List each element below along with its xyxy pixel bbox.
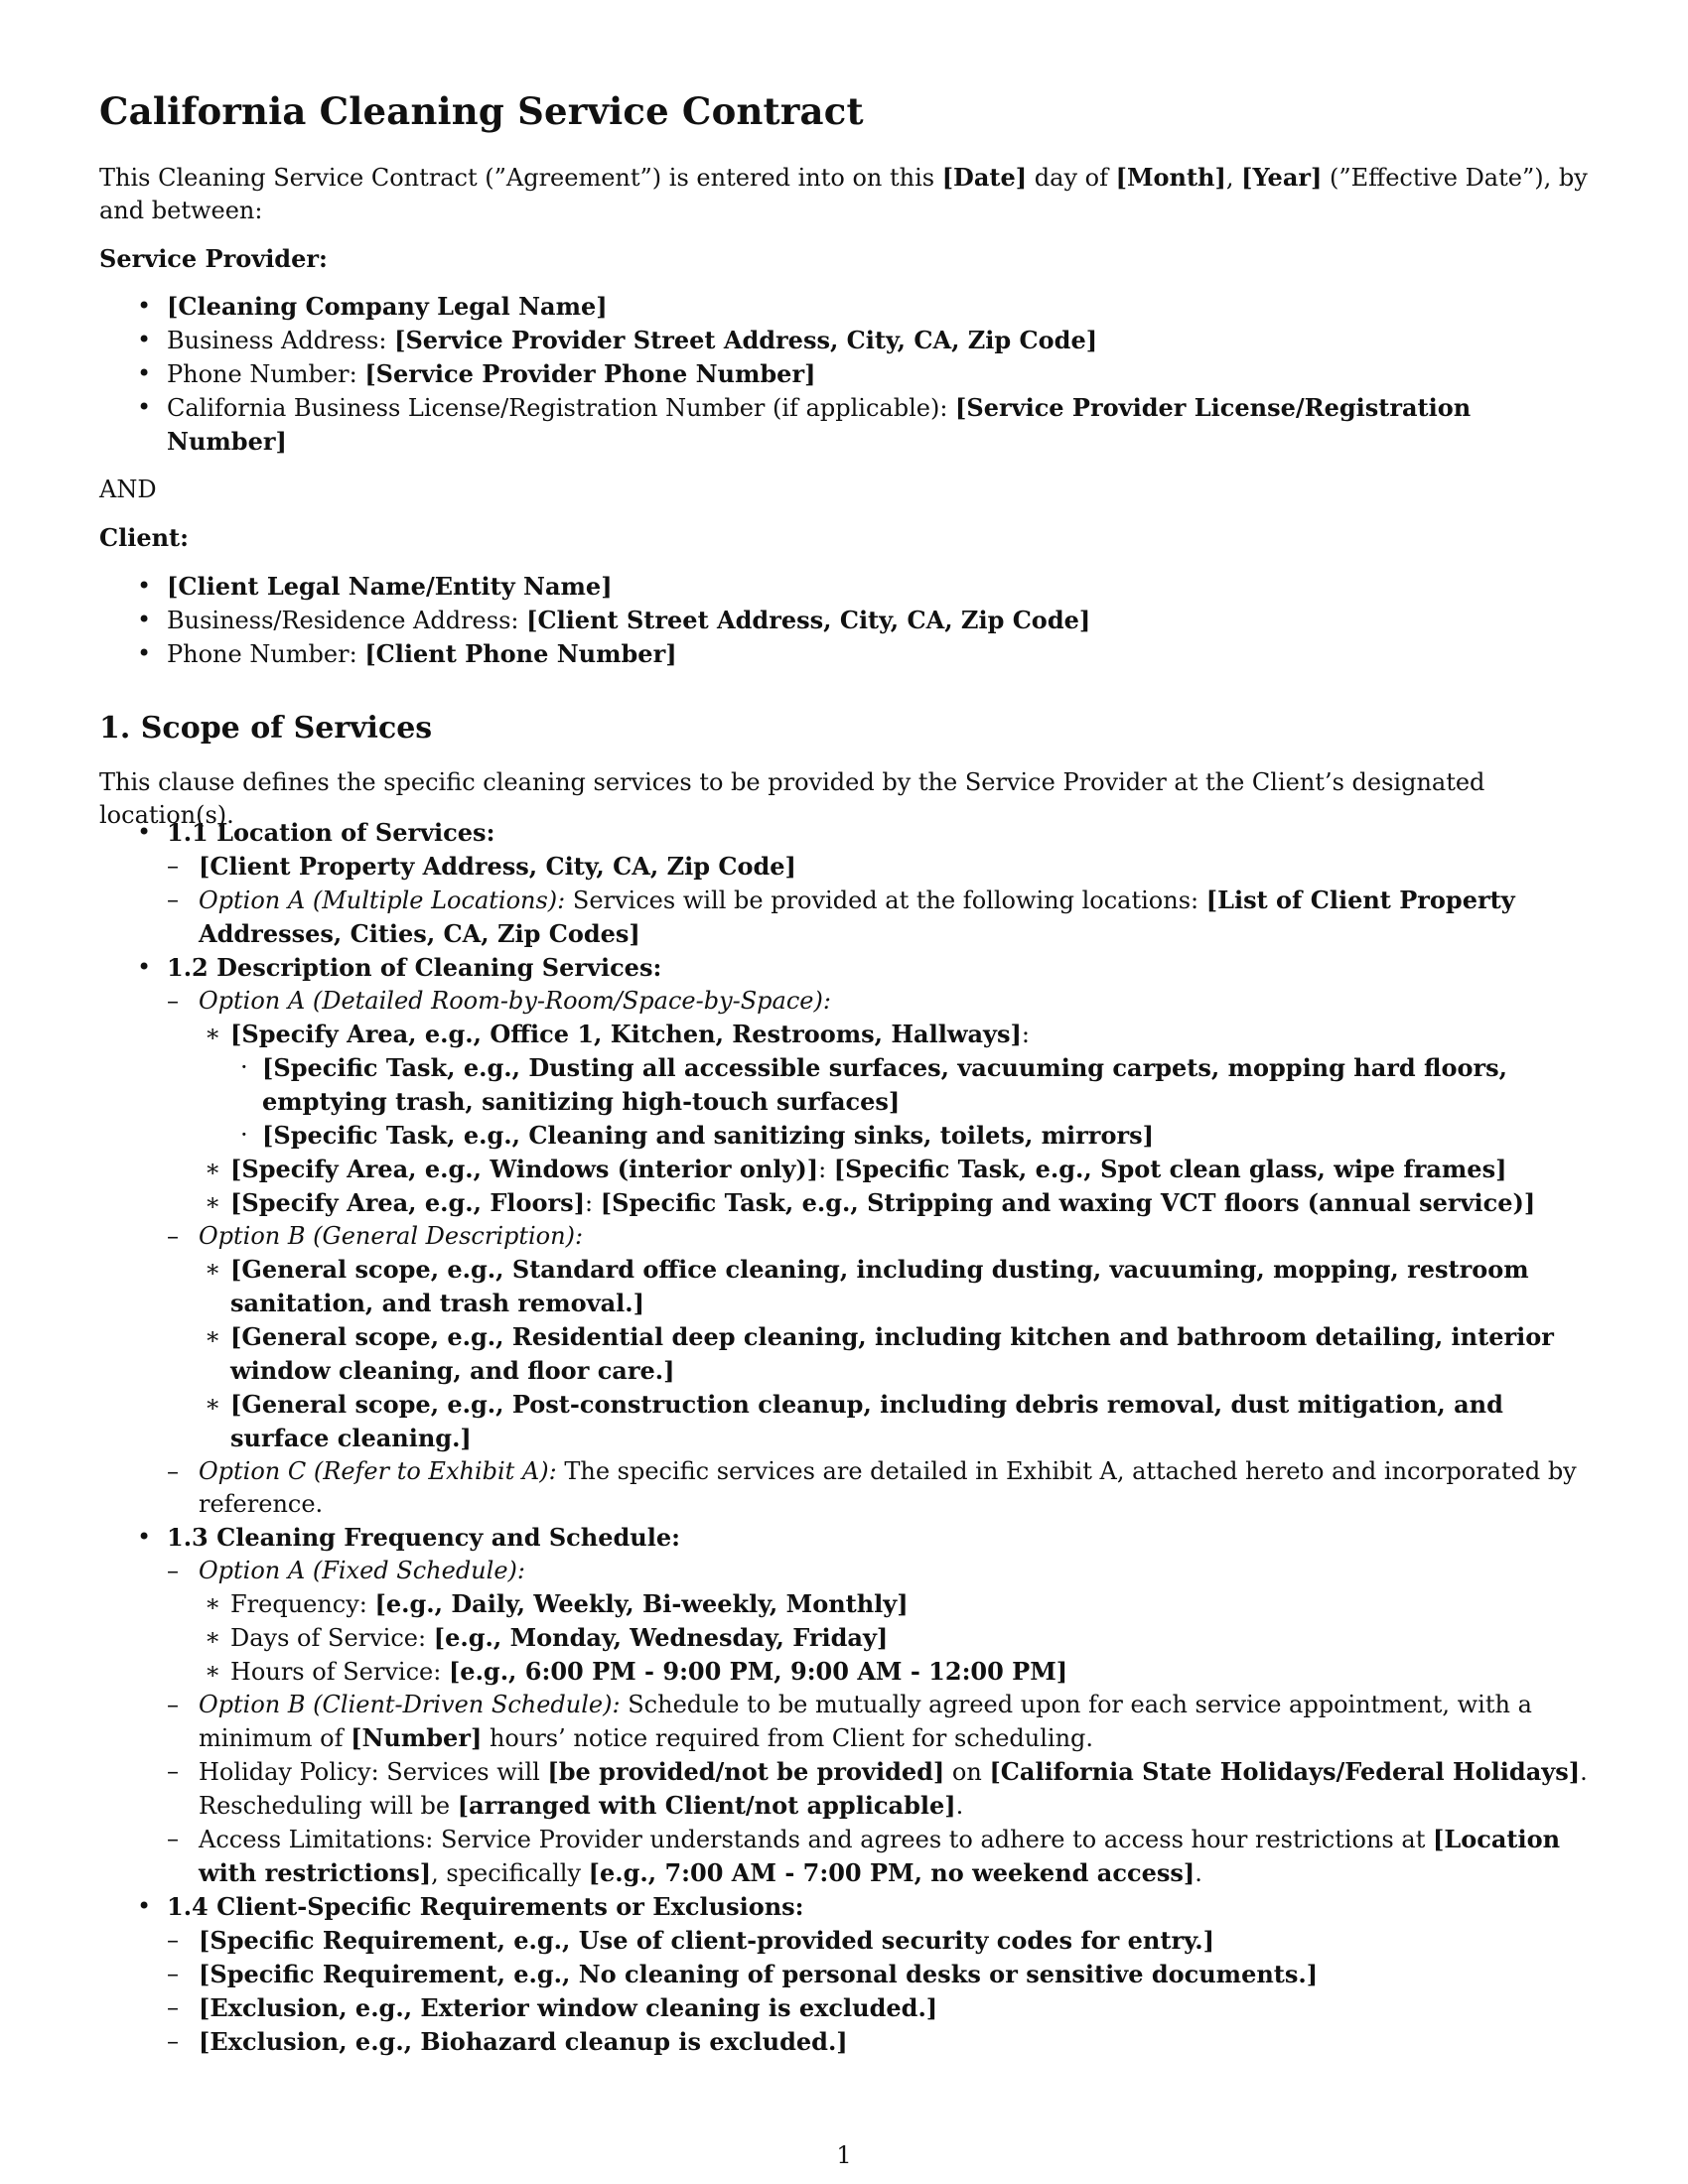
list-item — [199, 1388, 1589, 1455]
placeholder-text: [Specify Area, e.g., Floors] — [230, 1188, 586, 1217]
body-text: , specifically — [431, 1859, 589, 1887]
placeholder-text: [arranged with Client/not applicable] — [457, 1791, 956, 1820]
list-item — [167, 985, 1589, 1220]
client-phone: [Client Phone Number] — [364, 639, 677, 668]
placeholder-text: [Client Property Address, City, CA, Zip Code] — [199, 852, 796, 881]
placeholder-text: [e.g., Monday, Wednesday, Friday] — [433, 1623, 889, 1652]
provider-phone: [Service Provider Phone Number] — [364, 359, 816, 388]
list-item — [230, 1051, 1589, 1119]
option-label: Option B (Client-Driven Schedule): — [199, 1691, 621, 1718]
list-item — [99, 604, 1589, 637]
field-label: Days of Service: — [230, 1624, 434, 1652]
placeholder-text: [Specific Requirement, e.g., No cleaning of personal desks or sensitive documents.] — [199, 1960, 1319, 1988]
list-item — [199, 1153, 1589, 1186]
body-text: The specific services are detailed in Exhibit A, attached hereto and incorporated by reference. — [199, 1457, 1577, 1518]
list-item — [167, 1991, 1589, 2025]
placeholder-text: [List of Client Property Addresses, Cities, CA, Zip Codes] — [199, 886, 1515, 948]
client-name: [Client Legal Name/Entity Name] — [167, 572, 613, 601]
body-text: Services will be provided at the following locations: — [565, 887, 1206, 914]
body-text: hours’ notice required from Client for scheduling. — [482, 1724, 1094, 1752]
list-item — [99, 391, 1589, 459]
section-1-list — [99, 816, 1589, 2059]
service-provider-label: Service Provider: — [99, 244, 328, 273]
body-text: . — [1195, 1859, 1202, 1887]
body-text: Access Limitations: Service Provider understands and agrees to adhere to access hour restrictions at — [199, 1826, 1433, 1853]
intro-text: This Cleaning Service Contract (”Agreement”) is entered into on this — [99, 164, 942, 192]
placeholder-text: [Specific Requirement, e.g., Use of client-provided security codes for entry.] — [199, 1926, 1215, 1955]
list-item — [167, 1555, 1589, 1689]
field-label: Phone Number: — [167, 640, 365, 668]
placeholder-text: [e.g., 6:00 PM - 9:00 PM, 9:00 AM - 12:00 PM] — [448, 1657, 1068, 1686]
placeholder-text: [Specify Area, e.g., Windows (interior only)] — [230, 1155, 819, 1183]
body-text: . — [955, 1792, 964, 1820]
page-number: 1 — [836, 2141, 852, 2169]
placeholder-text: [Specify Area, e.g., Office 1, Kitchen, Restrooms, Hallways] — [230, 1020, 1022, 1048]
option-label: Option A (Detailed Room-by-Room/Space-by-Space): — [199, 987, 831, 1015]
subsection-1-4 — [99, 1890, 1589, 2059]
list-item — [167, 1755, 1589, 1823]
provider-license: [Service Provider License/Registration Number] — [167, 393, 1472, 456]
field-label: California Business License/Registration Number (if applicable): — [167, 394, 956, 422]
option-label: Option A (Fixed Schedule): — [199, 1557, 525, 1584]
placeholder-text: [General scope, e.g., Standard office cleaning, including dusting, vacuuming, mopping, restroom sanitation, and trash removal.] — [230, 1255, 1529, 1317]
list-item — [167, 1455, 1589, 1521]
body-text: : — [585, 1189, 601, 1217]
provider-name: [Cleaning Company Legal Name] — [167, 292, 608, 321]
subsection-heading: 1.4 Client-Specific Requirements or Exclusions: — [167, 1892, 804, 1921]
list-item — [99, 570, 1589, 604]
month-placeholder: [Month] — [1115, 163, 1226, 192]
placeholder-text: [General scope, e.g., Post-construction cleanup, including debris removal, dust mitigation, and surface cleaning.] — [230, 1390, 1503, 1452]
list-item — [167, 1958, 1589, 1991]
subsection-heading: 1.3 Cleaning Frequency and Schedule: — [167, 1523, 680, 1552]
placeholder-text: [e.g., 7:00 AM - 7:00 PM, no weekend access] — [588, 1858, 1196, 1887]
date-placeholder: [Date] — [941, 163, 1028, 192]
body-text: Schedule to be mutually agreed upon for each service appointment, with a minimum of — [199, 1691, 1532, 1752]
subsection-1-3 — [99, 1521, 1589, 1890]
placeholder-text: [Location with restrictions] — [199, 1825, 1561, 1887]
list-item — [199, 1253, 1589, 1320]
list-item — [167, 1924, 1589, 1958]
and-separator: AND — [99, 476, 157, 503]
field-label: Hours of Service: — [230, 1658, 449, 1686]
client-list — [99, 570, 1589, 671]
subsection-heading: 1.2 Description of Cleaning Services: — [167, 953, 662, 982]
client-label: Client: — [99, 523, 189, 552]
list-item — [199, 1621, 1589, 1655]
subsection-heading: 1.1 Location of Services: — [167, 818, 495, 847]
year-placeholder: [Year] — [1241, 163, 1323, 192]
placeholder-text: [Specific Task, e.g., Spot clean glass, wipe frames] — [833, 1155, 1507, 1183]
placeholder-text: [Number] — [351, 1723, 483, 1752]
placeholder-text: [Exclusion, e.g., Exterior window cleaning is excluded.] — [199, 1993, 938, 2022]
list-item — [99, 290, 1589, 324]
field-label: Frequency: — [230, 1590, 375, 1618]
list-item — [167, 1689, 1589, 1755]
subsection-1-1 — [99, 816, 1589, 951]
placeholder-text: [e.g., Daily, Weekly, Bi-weekly, Monthly] — [374, 1589, 909, 1618]
placeholder-text: [Specific Task, e.g., Stripping and waxing VCT floors (annual service)] — [600, 1188, 1536, 1217]
intro-text: day of — [1027, 164, 1116, 192]
list-item — [199, 1587, 1589, 1621]
option-label: Option A (Multiple Locations): — [199, 887, 566, 914]
placeholder-text: [California State Holidays/Federal Holidays] — [989, 1757, 1581, 1786]
list-item — [167, 2025, 1589, 2059]
body-text: : — [818, 1156, 834, 1183]
placeholder-text: [Specific Task, e.g., Dusting all accessible surfaces, vacuuming carpets, mopping hard floors, emptying trash, sanitizing high-touch surfaces] — [262, 1053, 1508, 1116]
body-text: . Rescheduling will be — [199, 1758, 1588, 1820]
field-label: Phone Number: — [167, 360, 365, 388]
list-item — [167, 1220, 1589, 1455]
intro-text: , — [1225, 164, 1242, 192]
body-text: : — [1021, 1021, 1030, 1048]
list-item — [99, 324, 1589, 357]
intro-text: (”Effective Date”), by and between: — [99, 164, 1588, 224]
section-heading: 1. Scope of Services — [99, 711, 433, 746]
body-text: on — [944, 1758, 990, 1786]
document-title: California Cleaning Service Contract — [99, 89, 864, 133]
field-label: Business Address: — [167, 327, 395, 354]
list-item — [230, 1119, 1589, 1153]
intro-paragraph — [99, 161, 1589, 227]
provider-address: [Service Provider Street Address, City, CA, Zip Code] — [394, 326, 1098, 354]
body-text: Holiday Policy: Services will — [199, 1758, 548, 1786]
service-provider-list — [99, 290, 1589, 459]
placeholder-text: [Exclusion, e.g., Biohazard cleanup is excluded.] — [199, 2027, 848, 2056]
list-item — [199, 1320, 1589, 1388]
list-item — [199, 1186, 1589, 1220]
field-label: Business/Residence Address: — [167, 607, 527, 634]
placeholder-text: [General scope, e.g., Residential deep cleaning, including kitchen and bathroom detailing, interior window cleaning, and floor care.] — [230, 1322, 1554, 1385]
placeholder-text: [be provided/not be provided] — [547, 1757, 945, 1786]
section-intro: This clause defines the specific cleaning services to be provided by the Service Provider at the Client’s designated location(s). — [99, 768, 1485, 829]
subsection-1-2 — [99, 951, 1589, 1521]
client-address: [Client Street Address, City, CA, Zip Code] — [526, 606, 1091, 634]
list-item — [199, 1018, 1589, 1153]
list-item — [99, 357, 1589, 391]
list-item — [167, 884, 1589, 951]
list-item — [199, 1655, 1589, 1689]
list-item — [167, 850, 1589, 884]
list-item — [99, 637, 1589, 671]
option-label: Option C (Refer to Exhibit A): — [199, 1457, 557, 1485]
list-item — [167, 1823, 1589, 1890]
option-label: Option B (General Description): — [199, 1222, 584, 1250]
placeholder-text: [Specific Task, e.g., Cleaning and sanitizing sinks, toilets, mirrors] — [262, 1121, 1154, 1150]
